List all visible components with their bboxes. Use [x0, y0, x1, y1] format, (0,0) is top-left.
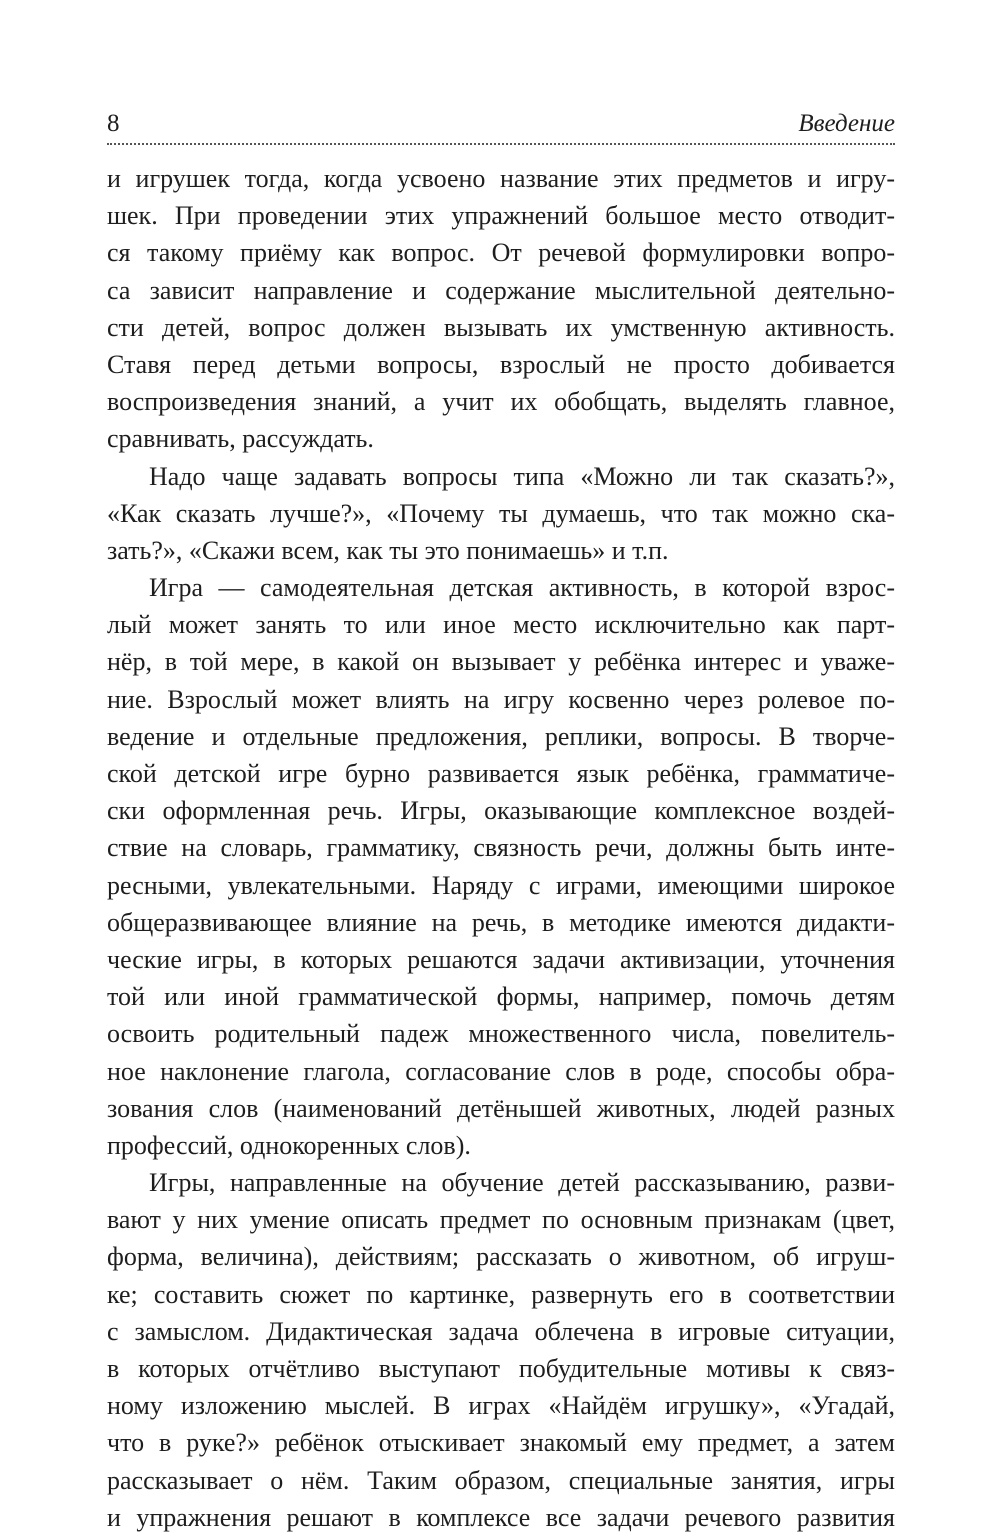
text-line: Игра — самодеятельная детская активность, в которой взрос- [149, 573, 895, 603]
text-line: ке; составить сюжет по картинке, развернуть его в соответствии [107, 1279, 895, 1309]
text-line: ся такому приёму как вопрос. От речевой формулировки вопро- [107, 238, 895, 268]
text-line: лый может занять то или иное место исключительно как парт- [107, 610, 895, 640]
text-line: Ставя перед детьми вопросы, взрослый не просто добивается [107, 349, 895, 379]
paragraph-2 [107, 458, 895, 570]
running-head [107, 103, 895, 139]
text-line: сравнивать, рассуждать. [107, 424, 374, 454]
text-line: ческие игры, в которых решаются задачи активизации, уточнения [107, 944, 895, 974]
text-line: воспроизведения знаний, а учит их обобщать, выделять главное, [107, 387, 895, 417]
text-line: «Как сказать лучше?», «Почему ты думаешь, что так можно ска- [107, 498, 895, 528]
text-line: Игры, направленные на обучение детей рассказыванию, разви- [149, 1168, 895, 1198]
paragraph-1 [107, 160, 895, 458]
text-line: Надо чаще задавать вопросы типа «Можно ли так сказать?», [149, 461, 895, 491]
text-line: ведение и отдельные предложения, реплики, вопросы. В творче- [107, 721, 895, 751]
text-line: той или иной грамматической формы, например, помочь детям [107, 982, 895, 1012]
text-line: общеразвивающее влияние на речь, в методике имеются дидакти- [107, 907, 895, 937]
text-line: рассказывает о нём. Таким образом, специальные занятия, игры [107, 1465, 895, 1495]
text-line: профессий, однокоренных слов). [107, 1130, 471, 1160]
text-line: сти детей, вопрос должен вызывать их умственную активность. [107, 312, 895, 342]
text-line: шек. При проведении этих упражнений большое место отводит- [107, 201, 895, 231]
text-line: вают у них умение описать предмет по основным признакам (цвет, [107, 1205, 895, 1235]
text-line: ски оформленная речь. Игры, оказывающие комплексное воздей- [107, 796, 895, 826]
body-text [107, 160, 895, 1536]
text-line: са зависит направление и содержание мыслительной деятельно- [107, 275, 895, 305]
text-line: что в руке?» ребёнок отыскивает знакомый ему предмет, а затем [107, 1428, 895, 1458]
text-line: зования слов (наименований детёнышей животных, людей разных [107, 1093, 895, 1123]
text-line: зать?», «Скажи всем, как ты это понимаешь» и т.п. [107, 535, 669, 565]
text-line: освоить родительный падеж множественного числа, повелитель- [107, 1019, 895, 1049]
paragraph-4 [107, 1164, 895, 1536]
text-line: в которых отчётливо выступают побудительные мотивы к связ- [107, 1354, 895, 1383]
text-line: ской детской игре бурно развивается язык ребёнка, грамматиче- [107, 759, 895, 788]
text-line: ному изложению мыслей. В играх «Найдём игрушку», «Угадай, [107, 1391, 895, 1421]
page-number: 8 [107, 110, 120, 137]
text-line: нёр, в той мере, в какой он вызывает у ребёнка интерес и уваже- [107, 647, 895, 677]
text-line: форма, величина), действиям; рассказать о животном, об игруш- [107, 1242, 895, 1272]
text-line: ствие на словарь, грамматику, связность речи, должны быть инте- [107, 833, 895, 863]
text-line: ное наклонение глагола, согласование слов в роде, способы обра- [107, 1056, 895, 1086]
text-line: ресными, увлекательными. Наряду с играми, имеющими широкое [107, 870, 895, 900]
paragraph-3 [107, 569, 895, 1164]
header-dotted-rule [107, 143, 895, 145]
text-line: и игрушек тогда, когда усвоено название этих предметов и игру- [107, 164, 895, 193]
text-line: и упражнения решают в комплексе все задачи речевого развития [107, 1502, 895, 1532]
section-title: Введение [798, 110, 895, 137]
text-line: с замыслом. Дидактическая задача облечена в игровые ситуации, [107, 1316, 895, 1346]
text-line: ние. Взрослый может влиять на игру косвенно через ролевое по- [107, 684, 895, 714]
